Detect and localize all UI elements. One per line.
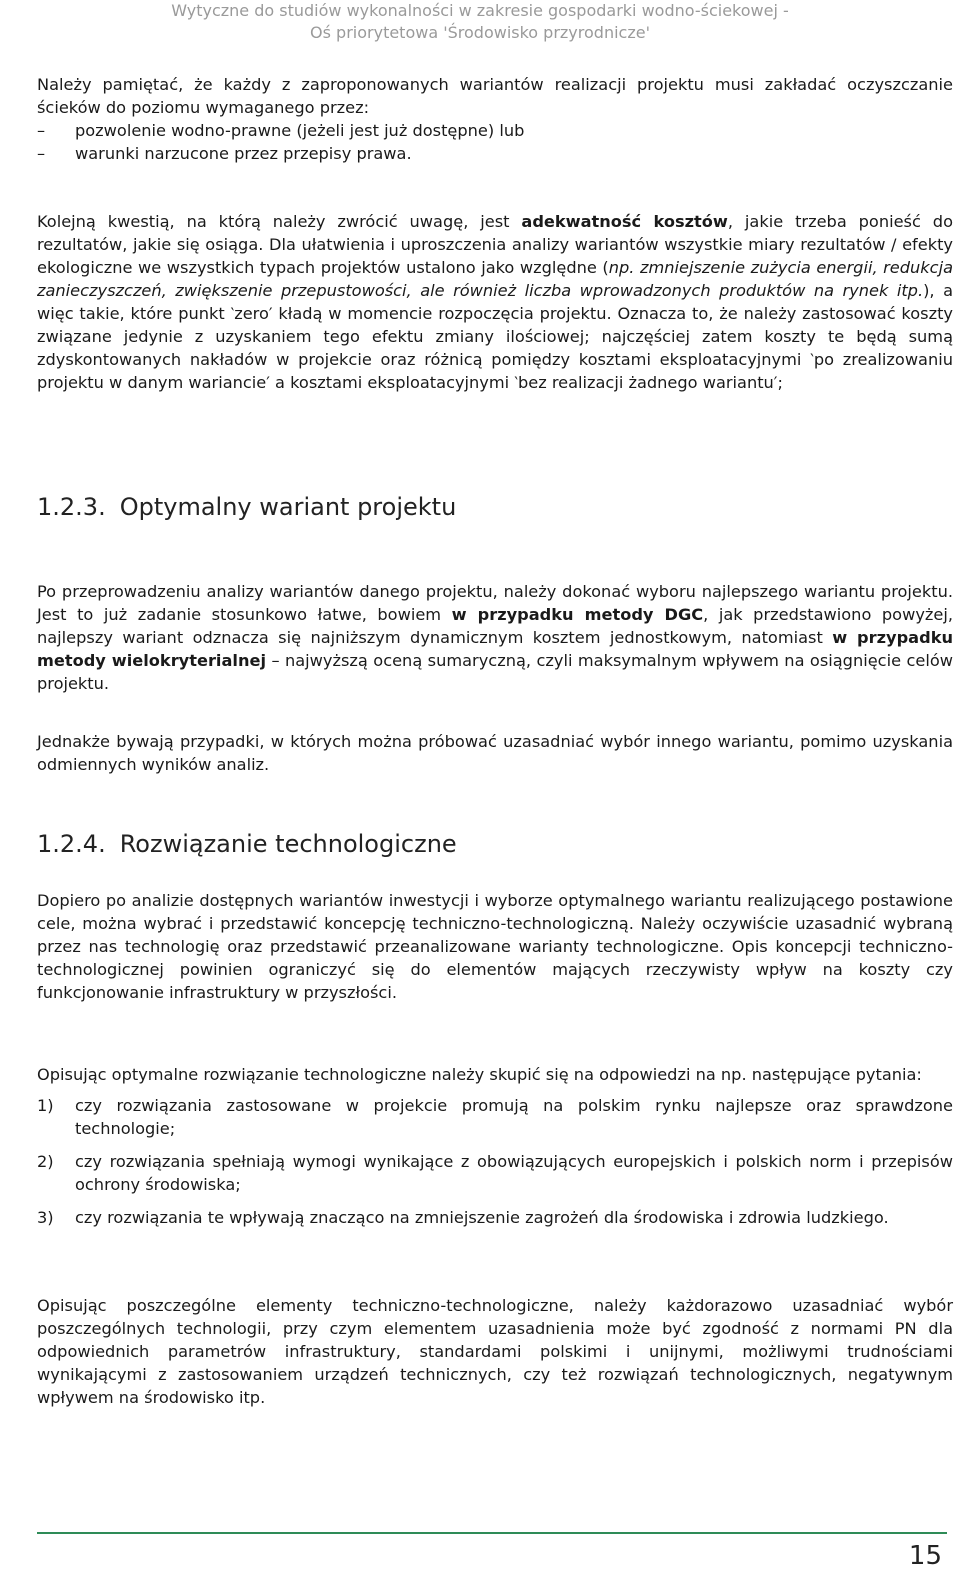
section-number: 1.2.3.	[37, 493, 106, 521]
text-run: ), a więc takie, które punkt ‵zero′ kładą w momencie rozpoczęcia projektu. Oznacza to, że należy zastosować koszty związane jedynie z uzyskaniem tego efektu zmiany ilościowej; najczęściej zatem koszty te będą sumą zdyskontowanych nakładów w projekcie oraz różnicą pomiędzy kosztami eksploatacyjnymi ‵po zrealizowaniu projektu w danym wariancie′ a kosztami eksploatacyjnymi ‵bez realizacji żadnego wariantu′;	[37, 281, 953, 392]
list-number: 3)	[37, 1208, 54, 1227]
list-item	[37, 119, 953, 142]
list-item-text: pozwolenie wodno-prawne (jeżeli jest już dostępne) lub	[75, 121, 525, 140]
section-title-text: Optymalny wariant projektu	[119, 493, 457, 521]
header-line-1: Wytyczne do studiów wykonalności w zakresie gospodarki wodno-ściekowej -	[171, 1, 789, 20]
bold-text: w przypadku metody wielokryterialnej	[37, 628, 953, 670]
paragraph: Jednakże bywają przypadki, w których można próbować uzasadniać wybór innego wariantu, pomimo uzyskania odmiennych wyników analiz.	[37, 732, 953, 774]
section-title	[37, 829, 953, 859]
costs-block	[37, 210, 953, 394]
section-124-questions	[37, 1063, 953, 1229]
dash-bullet: –	[37, 121, 46, 140]
text-run: , jak przedstawiono powyżej, najlepszy wariant odznacza się najniższym dynamicznym kosztem jednostkowym, natomiast	[37, 605, 954, 647]
list-number: 2)	[37, 1152, 54, 1171]
section-title-text: Rozwiązanie technologiczne	[119, 830, 457, 858]
paragraph: Opisując poszczególne elementy techniczno-technologiczne, należy każdorazowo uzasadniać wybór poszczególnych technologii, przy czym elementem uzasadnienia może być zgodność z normami PN dla odpowiednich parametrów infrastruktury, standardami polskimi i unijnymi, możliwymi trudnościami wynikającymi z zastosowaniem urządzeń technicznych, czy też rozwiązań technologicznych, negatywnym wpływem na środowisko itp.	[37, 1296, 953, 1407]
section-heading-124	[37, 829, 953, 859]
list-item-text: warunki narzucone przez przepisy prawa.	[75, 144, 412, 163]
intro-block	[37, 73, 953, 165]
dash-bullet: –	[37, 144, 46, 163]
costs-paragraph	[37, 210, 953, 394]
text-run: Po przeprowadzeniu analizy wariantów danego projektu, należy dokonać wyboru najlepszego wariantu projektu. Jest to już zadanie stosunkowo łatwe, bowiem	[37, 582, 953, 624]
paragraph: Opisując optymalne rozwiązanie technologiczne należy skupić się na odpowiedzi na np. następujące pytania:	[37, 1065, 922, 1084]
section-123-body-2	[37, 730, 953, 776]
list-item-text: czy rozwiązania spełniają wymogi wynikające z obowiązujących europejskich i polskich norm i przepisów ochrony środowiska;	[75, 1152, 953, 1194]
list-number: 1)	[37, 1096, 54, 1115]
list-item-text: czy rozwiązania zastosowane w projekcie promują na polskim rynku najlepsze oraz sprawdzone technologie;	[75, 1096, 953, 1138]
list-item	[37, 1094, 953, 1140]
list-item-text: czy rozwiązania te wpływają znacząco na zmniejszenie zagrożeń dla środowiska i zdrowia ludzkiego.	[75, 1208, 889, 1227]
section-124-body-3	[37, 1294, 953, 1409]
header-line-2: Oś priorytetowa 'Środowisko przyrodnicze'	[310, 23, 650, 42]
list-item	[37, 142, 953, 165]
text-run: – najwyższą oceną sumaryczną, czyli maksymalnym wpływem na osiągnięcie celów projektu.	[37, 651, 953, 693]
text-run: Kolejną kwestią, na którą należy zwrócić uwagę, jest	[37, 212, 522, 231]
running-header	[0, 0, 960, 44]
page-number: 15	[908, 1541, 942, 1571]
footer-rule	[37, 1532, 947, 1534]
section-number: 1.2.4.	[37, 830, 106, 858]
section-title	[37, 492, 953, 522]
list-item	[37, 1206, 953, 1229]
italic-text: np. zmniejszenie zużycia energii, redukcja zanieczyszczeń, zwiększenie przepustowości, ale również liczba wprowadzonych produktów na rynek itp.	[37, 258, 953, 300]
section-124-body	[37, 889, 953, 1004]
bold-text: adekwatność kosztów	[521, 212, 728, 231]
paragraph: Dopiero po analizie dostępnych wariantów inwestycji i wyborze optymalnego wariantu realizującego postawione cele, można wybrać i przedstawić koncepcję techniczno-technologiczną. Należy oczywiście uzasadnić wybraną przez nas technologię oraz przedstawić przeanalizowane warianty technologiczne. Opis koncepcji techniczno-technologicznej powinien ograniczyć się do elementów mających rzeczywisty wpływ na koszty czy funkcjonowanie infrastruktury w przyszłości.	[37, 891, 953, 1002]
paragraph	[37, 580, 953, 695]
intro-paragraph: Należy pamiętać, że każdy z zaproponowanych wariantów realizacji projektu musi zakładać oczyszczanie ścieków do poziomu wymaganego przez:	[37, 75, 953, 117]
text-run: , jakie trzeba ponieść do rezultatów, jakie się osiąga.	[37, 212, 953, 254]
list-item	[37, 1150, 953, 1196]
text-run: Dla ułatwienia i uproszczenia analizy wariantów wszystkie miary rezultatów / efekty ekologiczne we wszystkich typach projektów ustalono jako względne (	[37, 235, 954, 277]
section-123-body	[37, 580, 953, 695]
section-heading-123	[37, 492, 953, 522]
bold-text: w przypadku metody DGC	[451, 605, 704, 624]
